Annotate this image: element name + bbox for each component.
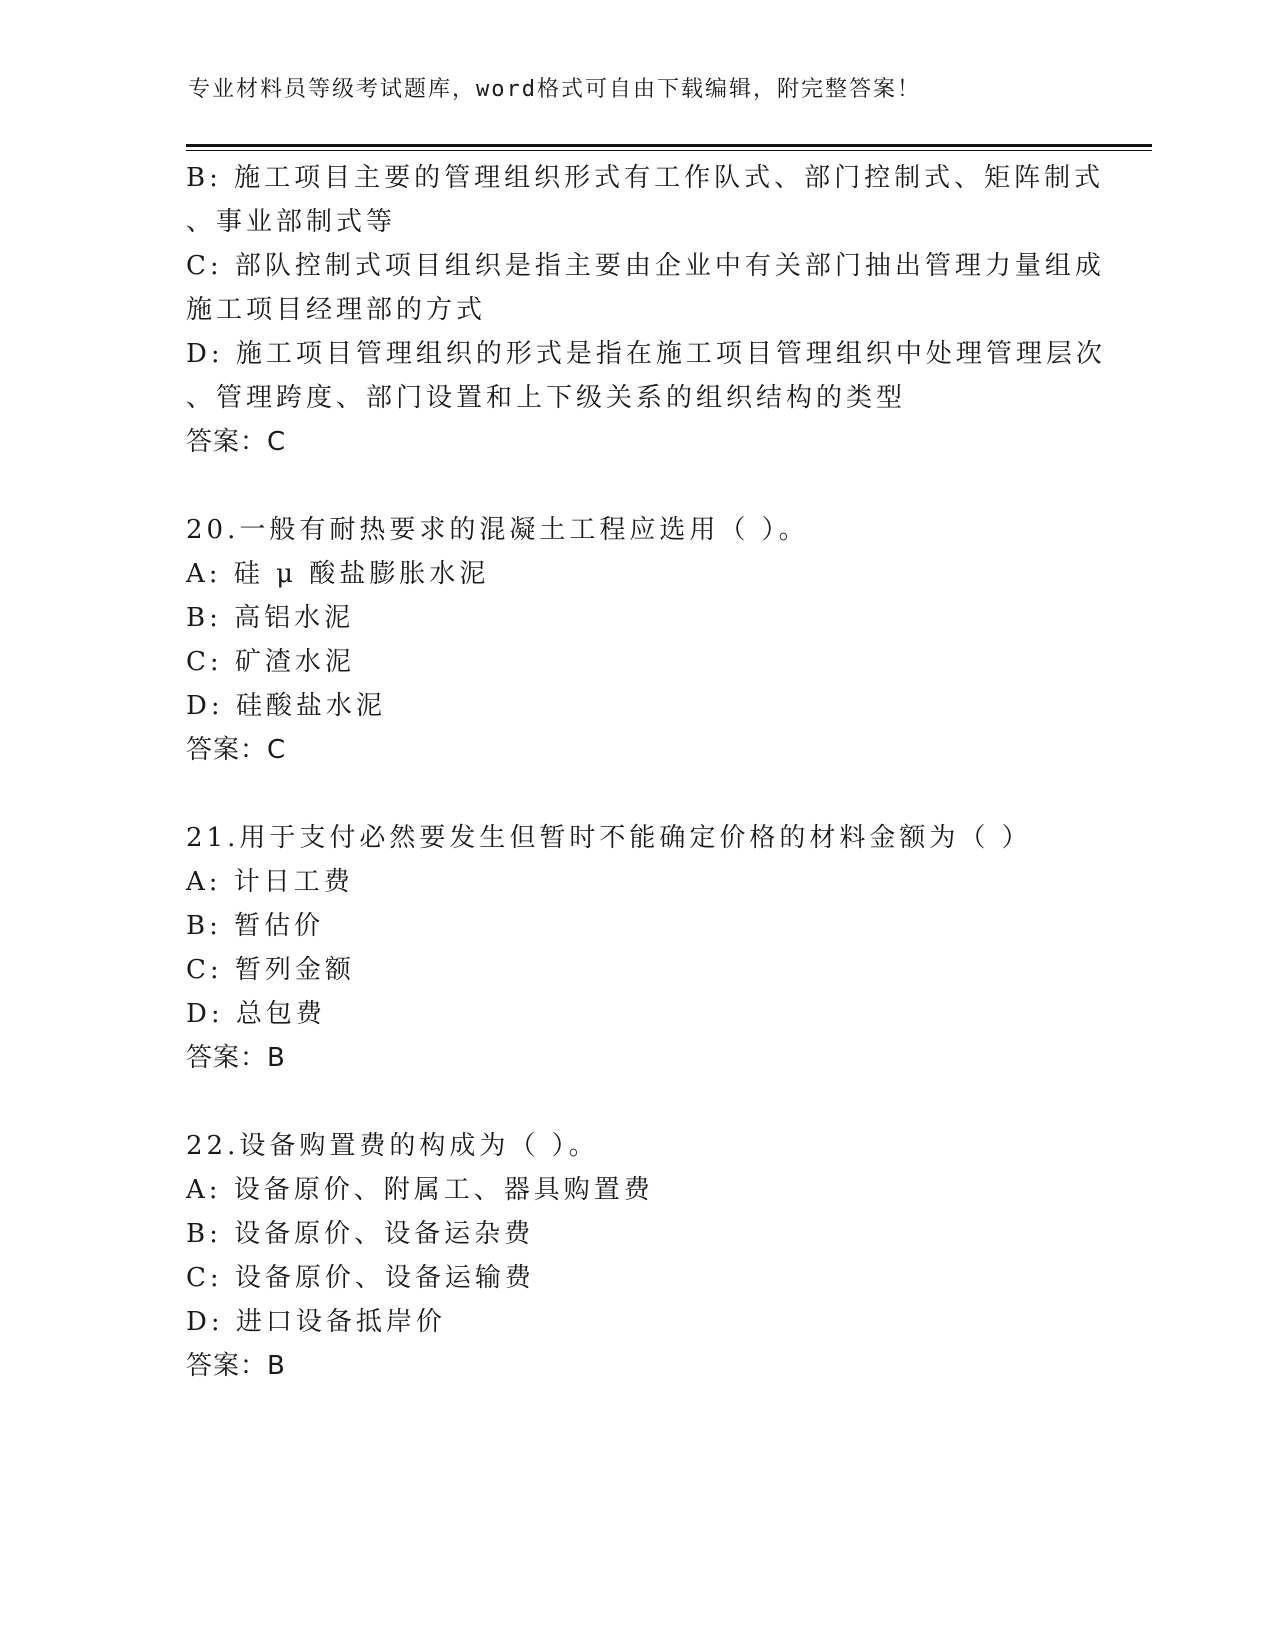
q21-answer: 答案：B (186, 1043, 286, 1073)
q20-answer: 答案：C (186, 735, 287, 765)
q19-option-d-line1: D: 施工项目管理组织的形式是指在施工项目管理组织中处理管理层次 (186, 339, 1106, 369)
q22-option-b: B: 设备原价、设备运杂费 (186, 1219, 535, 1249)
header-rule-thick (186, 144, 1152, 147)
q22-stem: 22.设备购置费的构成为（ ）。 (186, 1131, 599, 1161)
q19-answer: 答案：C (186, 427, 287, 457)
q20-stem: 20.一般有耐热要求的混凝土工程应选用（ ）。 (186, 515, 809, 545)
header-rule-thin (186, 150, 1152, 151)
q22-option-a: A: 设备原价、附属工、器具购置费 (186, 1175, 654, 1205)
page-header: 专业材料员等级考试题库，word格式可自由下载编辑，附完整答案！ (188, 77, 921, 102)
q22-option-c: C: 设备原价、设备运输费 (186, 1263, 535, 1293)
q19-option-c-line2: 施工项目经理部的方式 (186, 295, 487, 325)
q22-option-d: D: 进口设备抵岸价 (186, 1307, 446, 1337)
q21-option-d: D: 总包费 (186, 999, 326, 1029)
q20-option-a: A: 硅 μ 酸盐膨胀水泥 (186, 559, 490, 589)
q21-option-b: B: 暂估价 (186, 911, 325, 941)
q20-option-d: D: 硅酸盐水泥 (186, 691, 386, 721)
q21-stem: 21.用于支付必然要发生但暂时不能确定价格的材料金额为（ ） (186, 823, 1032, 853)
q20-option-c: C: 矿渣水泥 (186, 647, 355, 677)
q22-answer: 答案：B (186, 1351, 286, 1381)
q21-option-c: C: 暂列金额 (186, 955, 355, 985)
q19-option-b-line2: 、事业部制式等 (186, 207, 397, 237)
q19-option-d-line2: 、管理跨度、部门设置和上下级关系的组织结构的类型 (186, 383, 907, 413)
q19-option-c-line1: C: 部队控制式项目组织是指主要由企业中有关部门抽出管理力量组成 (186, 251, 1105, 281)
q19-option-b-line1: B: 施工项目主要的管理组织形式有工作队式、部门控制式、矩阵制式 (186, 163, 1105, 193)
q20-option-b: B: 高铝水泥 (186, 603, 355, 633)
q21-option-a: A: 计日工费 (186, 867, 354, 897)
